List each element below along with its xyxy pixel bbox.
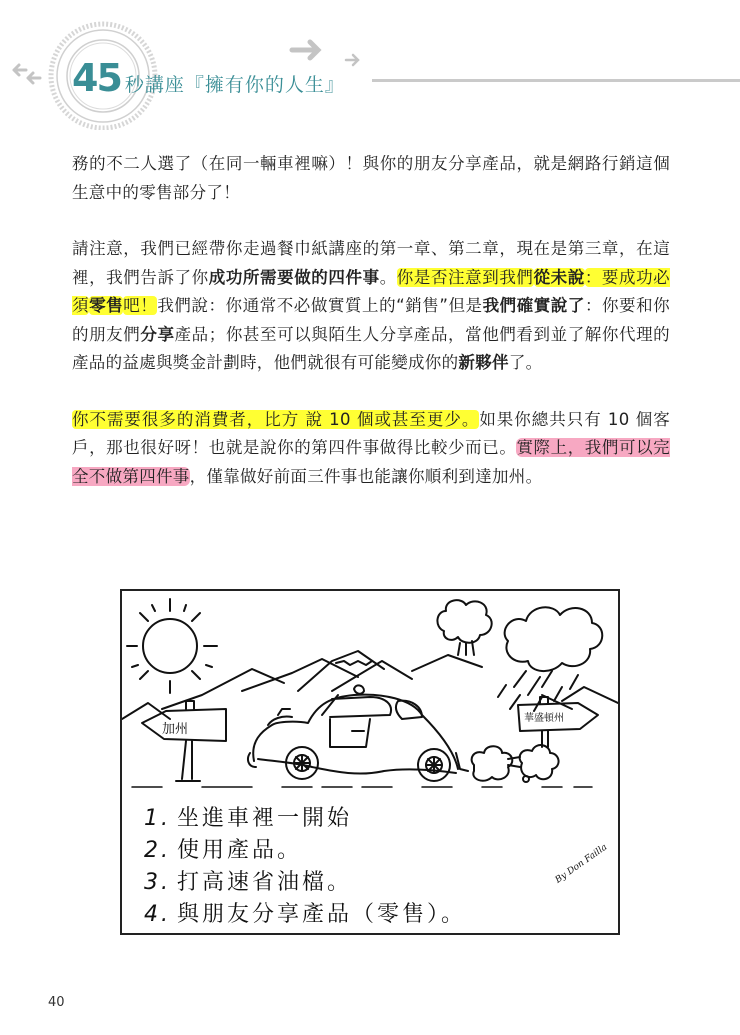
header-rule xyxy=(372,79,740,82)
artist-signature: By Don Failla xyxy=(553,842,610,886)
step-item: 1. 坐進車裡一開始 xyxy=(144,806,353,831)
step-item: 4. 與朋友分享產品（零售）。 xyxy=(144,902,467,927)
highlighted-text: ：要成功必須 xyxy=(72,267,670,315)
sign-california-icon xyxy=(142,701,226,781)
pink-highlighted-text: 實際上，我們可以完全不做第四件事 xyxy=(72,438,670,486)
step-item: 3. 打高速省油檔。 xyxy=(144,870,353,895)
text-segment: ：你要和你的朋友們 xyxy=(72,296,670,344)
text-segment: ，僅靠做好前面三件事也能讓你順利到達加州。 xyxy=(189,466,543,486)
highlighted-text: 你是否注意到我們 xyxy=(396,267,534,287)
highlighted-text: 你不需要很多的消費者，比方 說 10 個或甚至更少。 xyxy=(72,409,480,429)
highlighted-text: 吧！ xyxy=(123,296,158,315)
cartoon-illustration xyxy=(120,589,620,935)
chapter-title xyxy=(72,58,345,98)
text-segment: 了。 xyxy=(508,353,543,372)
sign-left-label: 加州 xyxy=(162,722,189,737)
text-segment: 我們說：你通常不必做實質上的“銷售”但是 xyxy=(157,296,483,315)
text-segment: 務的不二人選了（在同一輛車裡嘛）！與你的朋友分享產品，就是網路行銷這個生意中的零售部分了！ xyxy=(72,154,670,202)
left-arrows-icon xyxy=(14,65,40,83)
sign-right-label: 華盛頓州 xyxy=(524,713,564,724)
sun-icon xyxy=(127,599,217,693)
bold-text: 新夥伴 xyxy=(458,353,509,372)
text-segment: 如果你總共只有 10 個客戶，那也很好呀！也就是說你的第四件事做得比較少而已。 xyxy=(72,409,671,457)
steps-list xyxy=(144,803,466,931)
bold-text: 分享 xyxy=(140,324,175,344)
rain-cloud-icon xyxy=(498,607,602,711)
volcano-smoke-icon xyxy=(437,600,491,655)
bold-text: 我們確實說了 xyxy=(482,296,585,315)
text-segment: 。 xyxy=(379,267,397,287)
chapter-number: 45 xyxy=(72,56,121,100)
text-segment: 產品；你甚至可以與陌生人分享產品，當他們看到並了解你代理的產品的益處與獎金計劃時，他們就很有可能變成你的 xyxy=(72,324,670,372)
exhaust-smoke-icon xyxy=(472,745,559,782)
paragraph-1 xyxy=(72,150,670,207)
paragraph-3 xyxy=(72,406,670,492)
chapter-header xyxy=(0,0,740,130)
car-icon xyxy=(248,685,468,781)
bold-text: 成功所需要做的四件事 xyxy=(208,267,380,287)
highlighted-bold-text: 從未說 xyxy=(533,267,585,287)
step-item: 2. 使用產品。 xyxy=(144,838,303,863)
text-segment: 請注意，我們已經帶你走過餐巾紙講座的第一章、第二章，現在是第三章，在這裡，我們告訴了你 xyxy=(72,239,670,287)
page-number: 40 xyxy=(48,995,65,1010)
highlighted-bold-text: 零售 xyxy=(89,296,124,315)
chapter-title-text: 秒講座『擁有你的人生』 xyxy=(124,74,345,96)
paragraph-2 xyxy=(72,235,670,378)
body-text xyxy=(72,150,670,519)
